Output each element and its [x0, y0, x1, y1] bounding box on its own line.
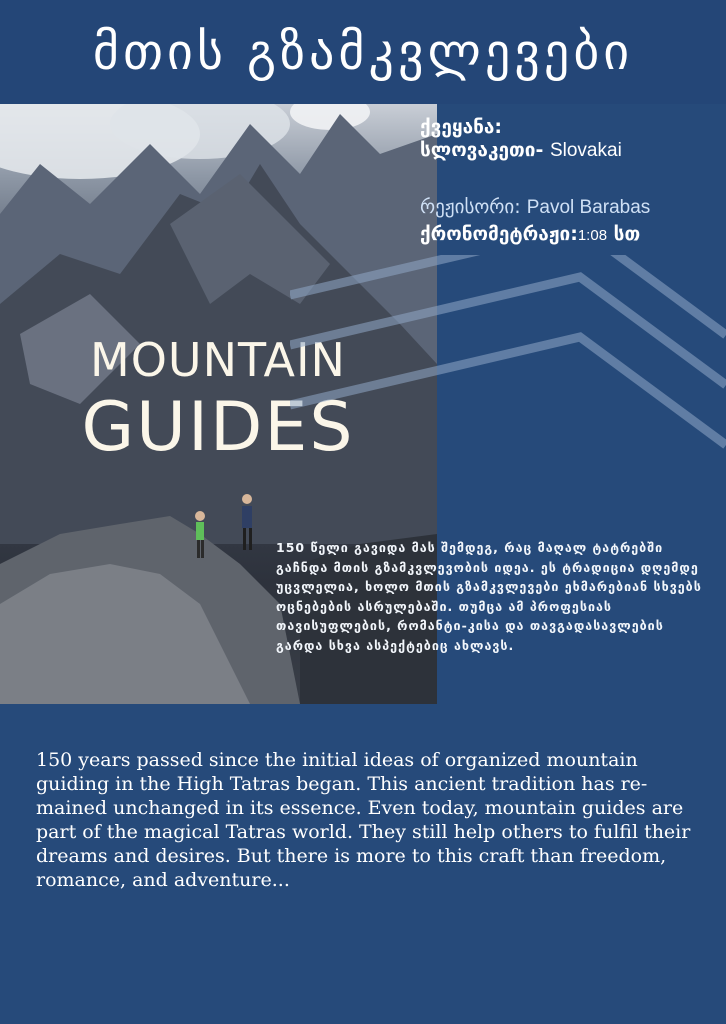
- country-value: [420, 139, 720, 162]
- poster-title-line2: GUIDES: [81, 388, 355, 467]
- chevron-decoration: [290, 255, 726, 495]
- duration-label: ქრონომეტრაჟი:: [420, 223, 578, 245]
- film-info: [420, 116, 720, 247]
- duration-unit: სთ: [613, 223, 641, 245]
- duration-row: [420, 223, 720, 247]
- duration-value: 1:08: [577, 227, 608, 244]
- director-row: [420, 196, 720, 219]
- poster-title-line1: MOUNTAIN: [90, 333, 346, 387]
- director-label: რეჟისორი:: [420, 196, 521, 218]
- description-georgian: 150 წელი გავიდა მას შემდეგ, რაც მაღალ ტატრებში გაჩნდა მთის გზამკვლევობის იდეა. ეს ტრადიცია დღემდე უცვლელია, ხოლო მთის გზამკვლევები ეხმარებიან სხვებს ოცნებების ასრულებაში. თუმცა ამ პროფესიას თავისუფლების, რომანტი-კისა და თავგადასავლების გარდა სხვა ასპექტებიც ახლავს.: [276, 540, 702, 653]
- country-value-ka: სლოვაკეთი-: [420, 139, 544, 161]
- description-english: 150 years passed since the initial ideas of organized mountain guiding in the High Tatras began. This ancient tradition has re-mained unchanged in its essence. Even today, mountain guides are part of the magical Tatras world. They still help others to fulfil their dreams and desires. But there is more to this craft than freedom, romance, and adventure...: [36, 749, 691, 891]
- country-value-en: Slovakai: [549, 140, 622, 161]
- director-value: Pavol Barabas: [526, 197, 651, 218]
- country-label: ქვეყანა:: [420, 116, 503, 138]
- page-title: მთის გზამკვლევები: [0, 0, 726, 104]
